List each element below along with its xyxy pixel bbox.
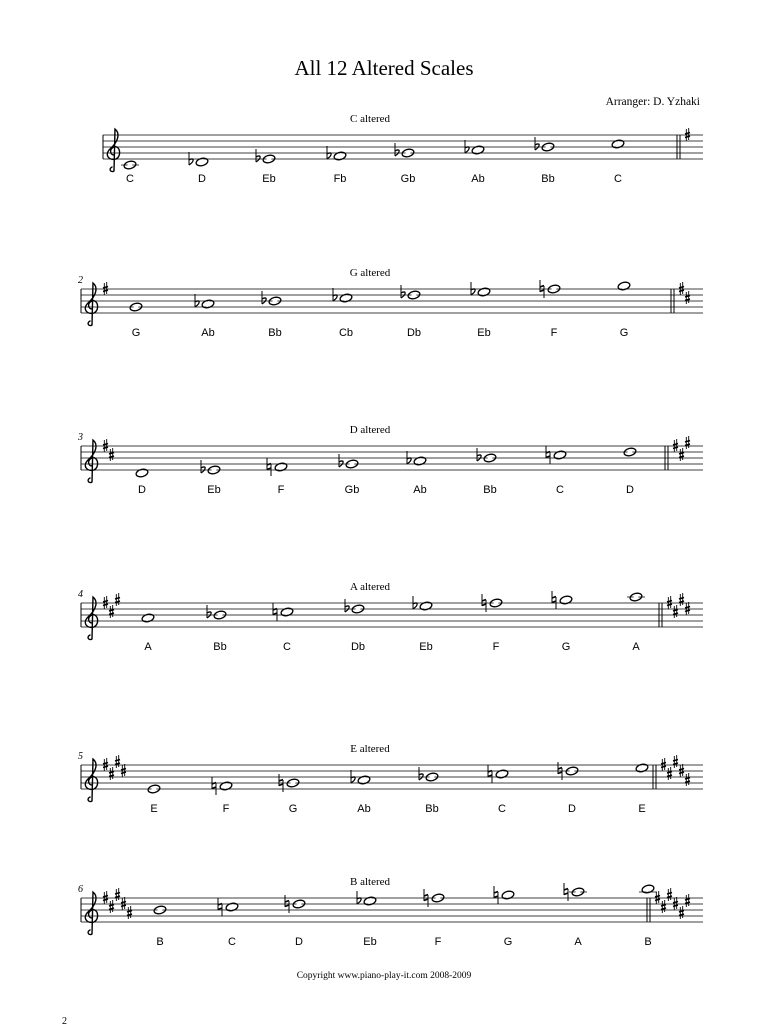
note-name: F bbox=[277, 484, 285, 496]
next-key-signature-sharp-2 bbox=[661, 900, 666, 913]
note-name: G bbox=[131, 327, 141, 339]
note-name: A bbox=[632, 641, 640, 653]
note-name: Db bbox=[350, 641, 366, 653]
note-name: Eb bbox=[419, 641, 433, 653]
system-number: 5 bbox=[78, 751, 83, 762]
note-name: E bbox=[638, 803, 646, 815]
note-name: Ab bbox=[471, 173, 485, 185]
note-name: Db bbox=[406, 327, 422, 339]
note-name: D bbox=[626, 484, 634, 496]
system-number: 3 bbox=[78, 432, 83, 443]
flat-icon bbox=[357, 891, 361, 904]
note-name: Gb bbox=[344, 484, 360, 496]
note-name: Bb bbox=[483, 484, 497, 496]
note-name: Ab bbox=[357, 803, 371, 815]
note-name: Bb bbox=[425, 803, 439, 815]
scale-title: A altered bbox=[349, 581, 390, 593]
key-signature-sharp-5 bbox=[127, 906, 132, 919]
note-name: F bbox=[492, 641, 500, 653]
note-name: G bbox=[288, 803, 298, 815]
key-signature-sharp-2 bbox=[109, 900, 114, 913]
note-name: Eb bbox=[262, 173, 276, 185]
note-name: Eb bbox=[207, 484, 221, 496]
scale-title: B altered bbox=[349, 876, 390, 888]
note-name: A bbox=[144, 641, 152, 653]
arranger-credit: Arranger: D. Yzhaki bbox=[605, 96, 700, 108]
note-name: Bb bbox=[541, 173, 555, 185]
note-name: C bbox=[614, 173, 622, 185]
note-name: C bbox=[283, 641, 291, 653]
note-name: D bbox=[198, 173, 206, 185]
note-name: C bbox=[126, 173, 134, 185]
natural-icon bbox=[218, 898, 222, 916]
note-name: Eb bbox=[477, 327, 491, 339]
note-name: A bbox=[574, 936, 582, 948]
note-name: Ab bbox=[201, 327, 215, 339]
note-name: Bb bbox=[268, 327, 282, 339]
note-name: C bbox=[228, 936, 236, 948]
note-name: Bb bbox=[213, 641, 227, 653]
note-name: C bbox=[556, 484, 564, 496]
note-name: B bbox=[156, 936, 164, 948]
next-key-signature-sharp-4 bbox=[673, 897, 678, 910]
note-name: F bbox=[434, 936, 442, 948]
note-name: G bbox=[561, 641, 571, 653]
key-signature-sharp-1 bbox=[103, 891, 108, 904]
note-name: D bbox=[138, 484, 146, 496]
note-name: Fb bbox=[333, 173, 347, 185]
note-name: G bbox=[619, 327, 629, 339]
page-number: 2 bbox=[62, 1016, 67, 1027]
note-name: D bbox=[295, 936, 303, 948]
system-number: 4 bbox=[78, 589, 83, 600]
system-number: 2 bbox=[78, 275, 83, 286]
scale-title: G altered bbox=[349, 267, 391, 279]
natural-icon bbox=[494, 886, 498, 904]
page-title: All 12 Altered Scales bbox=[294, 56, 474, 80]
next-key-signature-sharp-5 bbox=[679, 906, 684, 919]
note-name: Ab bbox=[413, 484, 427, 496]
note-name: F bbox=[550, 327, 558, 339]
scale-title: E altered bbox=[350, 743, 390, 755]
note-name: Gb bbox=[400, 173, 416, 185]
next-key-signature-sharp-1 bbox=[655, 891, 660, 904]
system-number: 6 bbox=[78, 884, 83, 895]
note-name: D bbox=[568, 803, 576, 815]
next-key-signature-sharp-6 bbox=[685, 894, 690, 907]
copyright-notice: Copyright www.piano-play-it.com 2008-2009 bbox=[296, 971, 472, 981]
note-name: G bbox=[503, 936, 513, 948]
note-name: B bbox=[644, 936, 652, 948]
note-name: F bbox=[222, 803, 230, 815]
note-name: C bbox=[498, 803, 506, 815]
scale-title: D altered bbox=[349, 424, 391, 436]
scale-title: C altered bbox=[349, 113, 390, 125]
next-key-signature-sharp-3 bbox=[667, 888, 672, 901]
key-signature-sharp-3 bbox=[115, 888, 120, 901]
note-name: E bbox=[150, 803, 158, 815]
note-name: Cb bbox=[338, 327, 354, 339]
note-name: Eb bbox=[363, 936, 377, 948]
key-signature-sharp-4 bbox=[121, 897, 126, 910]
